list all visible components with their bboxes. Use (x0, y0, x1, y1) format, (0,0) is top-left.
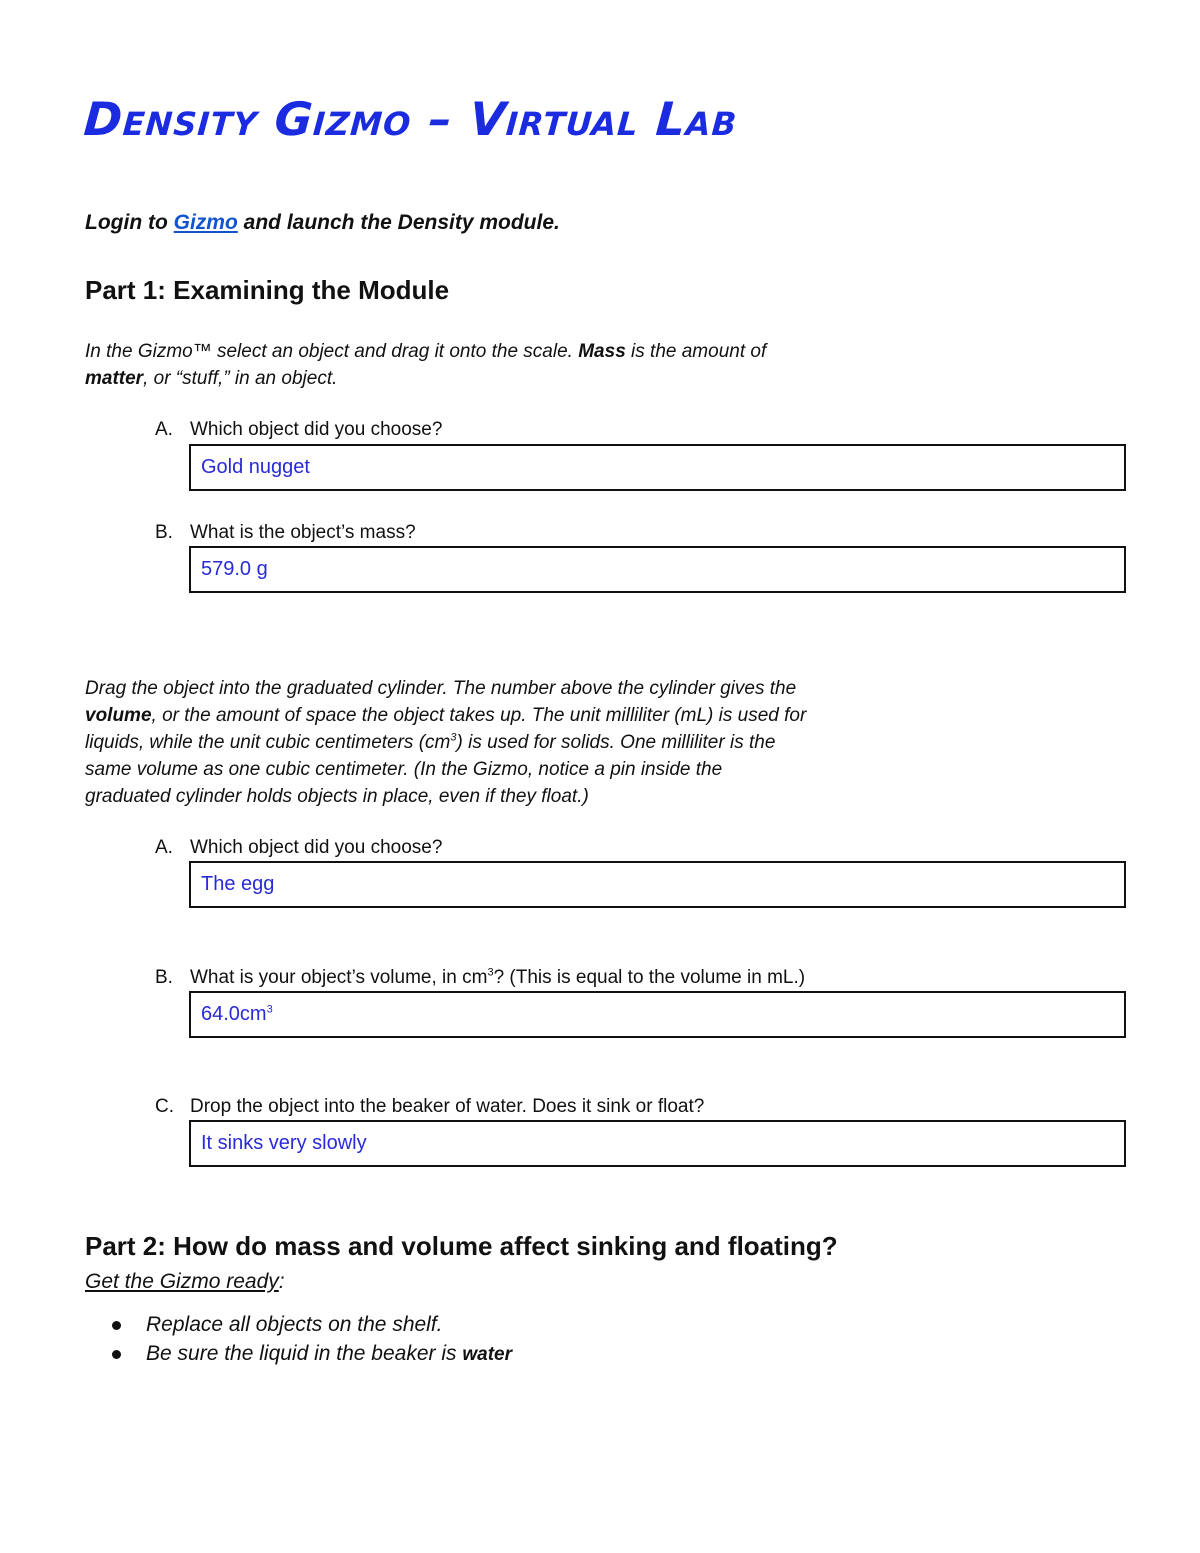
para1-text2: is the amount of (625, 341, 767, 362)
para2-line1: Drag the object into the graduated cylinder. The number above the cylinder gives the (85, 678, 797, 699)
bullet-text: Be sure the liquid in the beaker is (146, 1342, 463, 1365)
page-title: Density Gizmo – Virtual Lab (82, 92, 740, 146)
question-b1 (155, 522, 416, 544)
para2-line2: , or the amount of space the object takes up. The unit milliliter (mL) is used for (151, 705, 807, 726)
answer-field-object-2[interactable]: The egg (189, 861, 1126, 908)
get-ready-text: Get the Gizmo ready (85, 1270, 279, 1293)
question-a1 (155, 419, 442, 441)
volume-answer: 64.0cm (201, 1003, 267, 1025)
intro-post: and launch the Density module. (237, 211, 560, 234)
get-ready-colon: : (278, 1270, 285, 1293)
cylinder-paragraph (85, 675, 925, 810)
matter-term: matter (85, 368, 144, 389)
list-item (110, 1339, 512, 1368)
question-letter: B. (155, 522, 173, 543)
answer-field-sink-float[interactable]: It sinks very slowly (189, 1120, 1126, 1167)
question-text: Which object did you choose? (190, 419, 443, 440)
answer-field-volume[interactable] (189, 991, 1126, 1038)
list-item (110, 1310, 512, 1339)
question-text: Drop the object into the beaker of water. Does it sink or float? (190, 1096, 705, 1117)
setup-list (110, 1310, 512, 1368)
para2-sup: 3 (450, 731, 457, 744)
para2-line5: graduated cylinder holds objects in place, even if they float.) (85, 786, 589, 807)
part1-heading: Part 1: Examining the Module (85, 275, 450, 305)
water-term: water (462, 1344, 512, 1365)
answer-field-mass[interactable]: 579.0 g (189, 546, 1126, 593)
intro-pre: Login to (85, 211, 174, 234)
question-a2 (155, 837, 442, 859)
bullet-icon (112, 1350, 121, 1359)
question-text-a: What is your object’s volume, in cm (190, 967, 488, 988)
question-sup: 3 (487, 966, 494, 979)
para2-line4: same volume as one cubic centimeter. (In the Gizmo, notice a pin inside the (85, 759, 723, 780)
question-b2 (155, 967, 805, 989)
question-letter: A. (155, 419, 173, 440)
question-text-b: ? (This is equal to the volume in mL.) (493, 967, 806, 988)
para2-line3a: liquids, while the unit cubic centimeters (cm (85, 732, 451, 753)
volume-answer-sup: 3 (266, 1003, 273, 1016)
mass-term: Mass (578, 341, 626, 362)
para2-line3b: ) is used for solids. One milliliter is the (456, 732, 776, 753)
para1-text3: , or “stuff,” in an object. (143, 368, 338, 389)
question-text: Which object did you choose? (190, 837, 443, 858)
volume-term: volume (85, 705, 152, 726)
question-letter: A. (155, 837, 173, 858)
intro-line (85, 211, 560, 235)
question-c (155, 1096, 704, 1118)
gizmo-link[interactable]: Gizmo (173, 211, 238, 234)
para1-text1: In the Gizmo™ select an object and drag it onto the scale. (85, 341, 579, 362)
part1-paragraph (85, 338, 925, 392)
question-letter: B. (155, 967, 173, 988)
bullet-text: Replace all objects on the shelf. (146, 1313, 443, 1336)
get-ready-label (85, 1270, 285, 1294)
bullet-icon (112, 1321, 121, 1330)
question-letter: C. (155, 1096, 174, 1117)
question-text: What is the object’s mass? (190, 522, 416, 543)
answer-field-object[interactable]: Gold nugget (189, 444, 1126, 491)
part2-heading: Part 2: How do mass and volume affect sinking and floating? (85, 1231, 838, 1261)
